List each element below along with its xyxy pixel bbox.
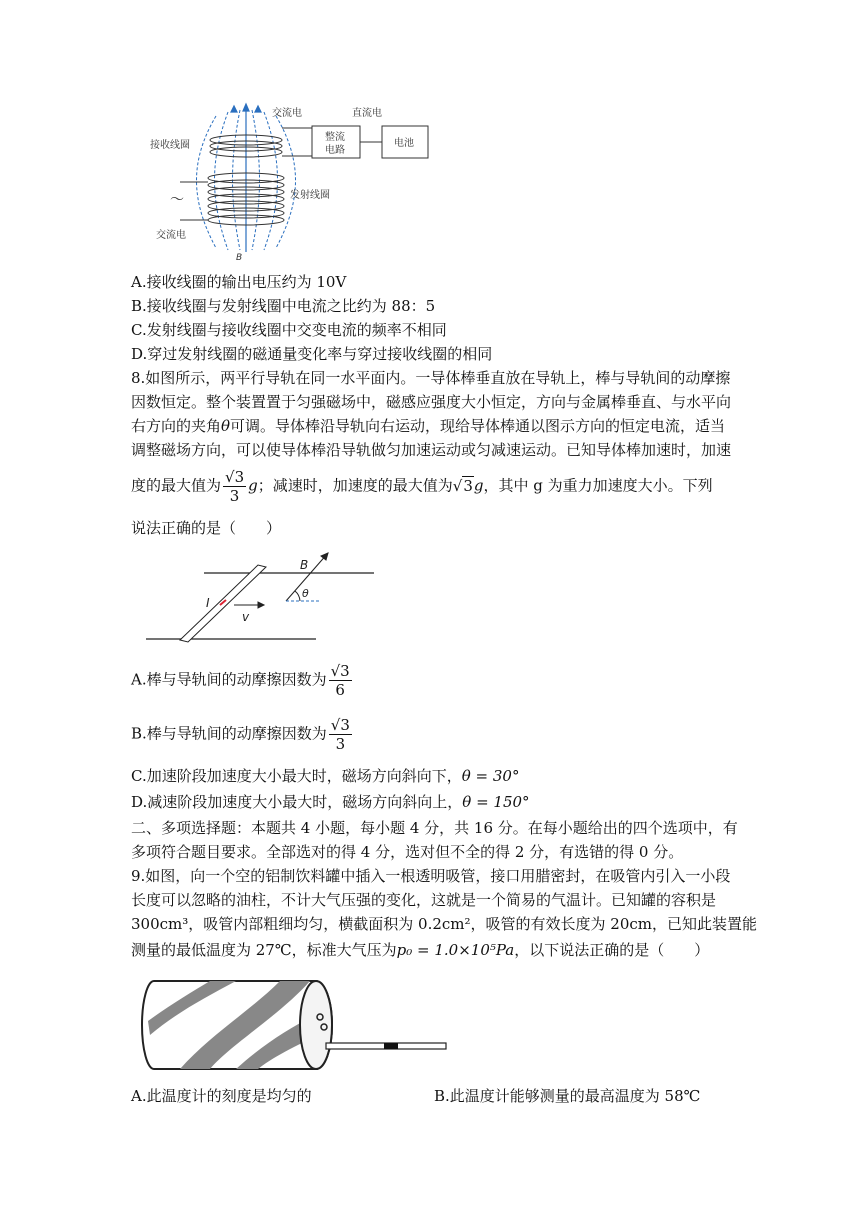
q9-line-4b: ，以下说法正确的是（ ）: [514, 941, 710, 959]
wireless-charging-figure: [140, 100, 440, 265]
q8-line-3b: 可调。导体棒沿导轨向右运动，现给导体棒通以图示方向的恒定电流，适当: [230, 417, 726, 435]
q8-line-2: 因数恒定。整个装置置于匀强磁场中，磁感应强度大小恒定，方向与金属棒垂直、与水平向: [131, 393, 732, 411]
q8-option-c-text: C.加速阶段加速度大小最大时，磁场方向斜向下，: [131, 767, 462, 785]
fig1-label-tilde: ～: [170, 192, 184, 208]
fig2-label-theta: θ: [302, 587, 309, 600]
q7-option-a: A.接收线圈的输出电压约为 10V: [131, 273, 347, 291]
q7-option-c: C.发射线圈与接收线圈中交变电流的频率不相同: [131, 321, 447, 339]
q8-option-d-math: θ = 150°: [462, 793, 530, 811]
q8-option-d: [131, 792, 530, 812]
q8-frac-den: 3: [229, 487, 240, 505]
section2-line-2: 多项符合题目要求。全部选对的得 4 分，选对但不全的得 2 分，有选错的得 0 分。: [131, 843, 684, 861]
q8-line-3a: 右方向的夹角: [131, 417, 222, 435]
q9-line-4a: 测量的最低温度为 27℃，标准大气压为: [131, 941, 397, 959]
q8-frac-num: √3: [225, 468, 245, 486]
q7-option-b: B.接收线圈与发射线圈中电流之比约为 88：5: [131, 297, 436, 315]
q8-line-5b: ；减速时，加速度的最大值为: [257, 476, 453, 495]
q8-option-a-num: √3: [330, 662, 350, 680]
fig1-label-transmit-coil: 发射线圈: [290, 190, 330, 201]
fig2-label-i: I: [206, 596, 210, 610]
q8-option-c-math: θ = 30°: [461, 767, 520, 785]
q9-line-1: 9.如图，向一个空的铝制饮料罐中插入一根透明吸管，接口用腊密封，在吸管内引入一小段: [131, 867, 731, 885]
q8-sqrt3: √3: [452, 476, 473, 495]
can-thermometer-figure: [140, 975, 460, 1075]
q8-g-2: g: [473, 476, 484, 495]
fig1-label-b: B: [236, 253, 243, 263]
fig2-label-v: v: [242, 610, 250, 624]
q8-option-b-den: 3: [335, 735, 346, 753]
rails-figure: [140, 545, 380, 650]
q8-option-a-text: A.棒与导轨间的动摩擦因数为: [131, 670, 327, 689]
q8-line-1: 8.如图所示，两平行导轨在同一水平面内。一导体棒垂直放在导轨上，棒与导轨间的动摩擦: [131, 369, 731, 387]
q8-option-a: [131, 662, 354, 699]
q8-option-b-num: √3: [330, 716, 350, 734]
q8-option-b: [131, 716, 354, 753]
q9-option-b: B.此温度计能够测量的最高温度为 58℃: [434, 1087, 701, 1105]
q8-line-4: 调整磁场方向，可以使导体棒沿导轨做匀加速运动或匀减速运动。已知导体棒加速时，加速: [131, 441, 732, 459]
q9-option-a: A.此温度计的刻度是均匀的: [131, 1087, 312, 1105]
q9-line-4: [131, 940, 709, 960]
fig1-label-rectifier-1: 整流: [325, 132, 345, 143]
section2-line-1: 二、多项选择题：本题共 4 小题，每小题 4 分，共 16 分。在每小题给出的四个选项中，有: [131, 819, 738, 837]
q8-line-5c: ，其中 g 为重力加速度大小。下列: [483, 476, 713, 495]
q8-option-d-text: D.减速阶段加速度大小最大时，磁场方向斜向上，: [131, 793, 463, 811]
q8-theta: θ: [221, 417, 231, 435]
q9-line-3: 300cm³，吸管内部粗细均匀，横截面积为 0.2cm²，吸管的有效长度为 20cm，已知此装置能: [131, 915, 758, 933]
fig2-label-b: B: [300, 558, 309, 572]
q9-line-2: 长度可以忽略的油柱，不计大气压强的变化，这就是一个简易的气温计。已知罐的容积是: [131, 891, 717, 909]
fig1-label-ac-top: 交流电: [272, 108, 302, 119]
q8-line-5a: 度的最大值为: [131, 476, 222, 495]
fig1-label-rectifier-2: 电路: [325, 145, 345, 156]
q8-option-b-text: B.棒与导轨间的动摩擦因数为: [131, 724, 327, 743]
q8-line-5: [131, 468, 713, 505]
q8-option-c: [131, 766, 519, 786]
q8-line-3: [131, 416, 725, 436]
q8-accel-fraction: [223, 468, 246, 505]
q8-option-b-frac: [329, 716, 352, 753]
fig1-label-dc: 直流电: [352, 108, 382, 119]
fig1-label-ac-bottom: 交流电: [156, 230, 186, 241]
q8-g-1: g: [248, 476, 258, 495]
q8-line-6: 说法正确的是（ ）: [131, 519, 282, 537]
q7-option-d: D.穿过发射线圈的磁通量变化率与穿过接收线圈的相同: [131, 345, 493, 363]
q9-pressure-math: p₀ = 1.0×10⁵Pa: [396, 941, 515, 959]
q8-option-a-den: 6: [335, 681, 345, 699]
q8-option-a-frac: [329, 662, 352, 699]
fig1-label-receive-coil: 接收线圈: [150, 140, 190, 151]
fig1-label-battery: 电池: [394, 138, 414, 149]
